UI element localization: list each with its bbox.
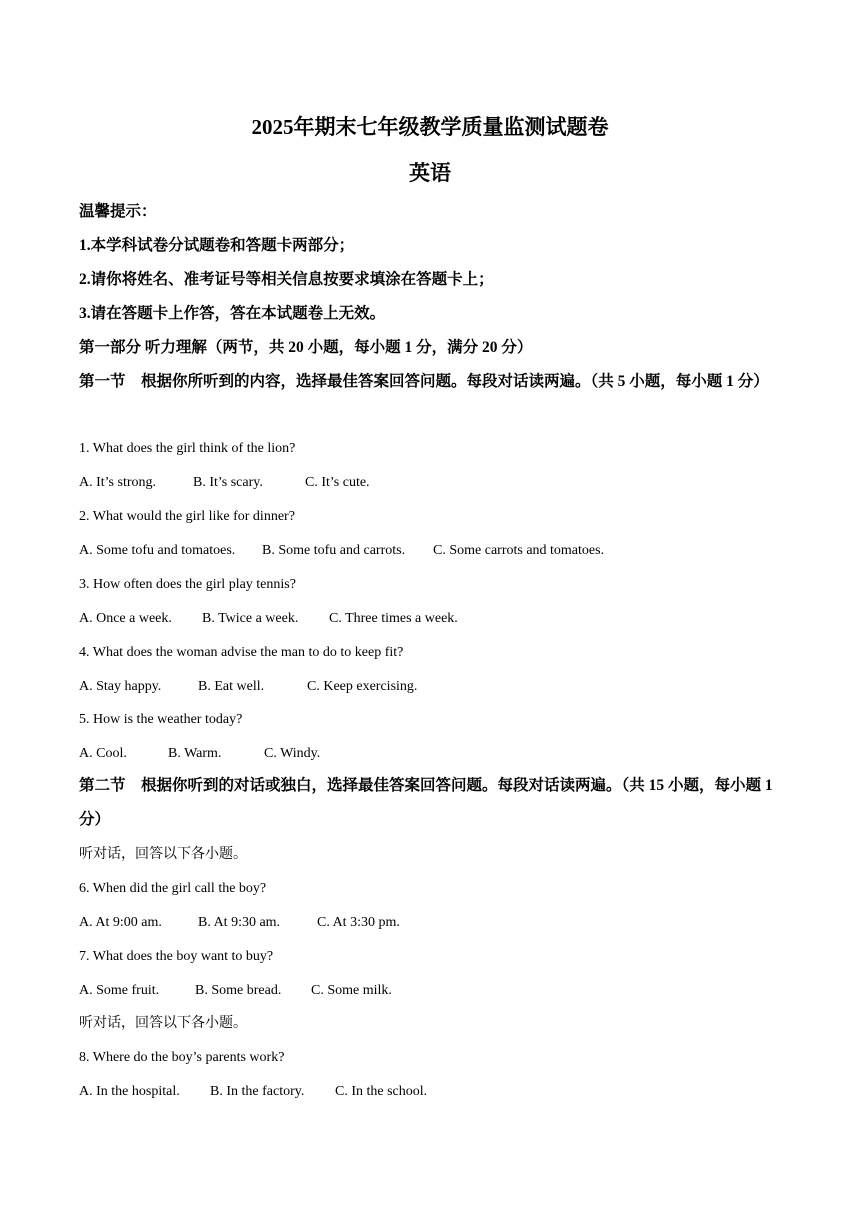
option-c: C. In the school. bbox=[335, 1084, 428, 1099]
question-text: 8. Where do the boy’s parents work? bbox=[79, 1050, 285, 1065]
question-options bbox=[79, 1082, 789, 1102]
section1-heading: 第一节 根据你所听到的内容，选择最佳答案回答问题。每段对话读两遍。（共 5 小题，每小题 1 分） bbox=[79, 373, 769, 390]
part1-heading: 第一部分 听力理解（两节，共 20 小题，每小题 1 分，满分 20 分） bbox=[79, 339, 533, 356]
section2-heading: 第二节 根据你听到的对话或独白，选择最佳答案回答问题。每段对话读两遍。（共 15 小题，每小题 1 分） bbox=[79, 777, 773, 828]
question-options bbox=[79, 541, 789, 561]
exam-title: 2025年期末七年级教学质量监测试题卷 bbox=[251, 115, 609, 139]
question-options bbox=[79, 609, 789, 629]
option-b: B. It’s scary. bbox=[193, 475, 263, 490]
option-b: B. Warm. bbox=[168, 746, 222, 761]
option-c: C. It’s cute. bbox=[305, 475, 370, 490]
question-text: 7. What does the boy want to buy? bbox=[79, 949, 274, 964]
option-c: C. Windy. bbox=[264, 746, 321, 761]
option-b: B. In the factory. bbox=[210, 1084, 305, 1099]
tip-item: 3.请在答题卡上作答，答在本试题卷上无效。 bbox=[79, 305, 386, 322]
question-text: 1. What does the girl think of the lion? bbox=[79, 441, 296, 456]
tips-heading: 温馨提示： bbox=[79, 203, 157, 220]
question-options bbox=[79, 744, 789, 764]
question-options bbox=[79, 981, 789, 1001]
listening-instruction: 听对话，回答以下各小题。 bbox=[79, 847, 247, 862]
question-options bbox=[79, 473, 789, 493]
option-b: B. Some bread. bbox=[195, 983, 282, 998]
option-a: A. Some fruit. bbox=[79, 983, 160, 998]
tip-item: 1.本学科试卷分试题卷和答题卡两部分； bbox=[79, 237, 355, 254]
subject-title: 英语 bbox=[409, 161, 451, 185]
option-a: A. Some tofu and tomatoes. bbox=[79, 543, 236, 558]
option-b: B. At 9:30 am. bbox=[198, 915, 281, 930]
option-a: A. Once a week. bbox=[79, 611, 172, 626]
option-b: B. Some tofu and carrots. bbox=[262, 543, 406, 558]
question-text: 6. When did the girl call the boy? bbox=[79, 881, 267, 896]
question-text: 2. What would the girl like for dinner? bbox=[79, 509, 295, 524]
question-text: 5. How is the weather today? bbox=[79, 712, 243, 727]
option-a: A. It’s strong. bbox=[79, 475, 156, 490]
option-a: A. Cool. bbox=[79, 746, 127, 761]
question-text: 4. What does the woman advise the man to do to keep fit? bbox=[79, 645, 404, 660]
option-c: C. Keep exercising. bbox=[307, 679, 418, 694]
option-c: C. At 3:30 pm. bbox=[317, 915, 400, 930]
option-a: A. In the hospital. bbox=[79, 1084, 180, 1099]
option-a: A. Stay happy. bbox=[79, 679, 162, 694]
listening-instruction: 听对话，回答以下各小题。 bbox=[79, 1016, 247, 1031]
option-b: B. Twice a week. bbox=[202, 611, 299, 626]
option-c: C. Some milk. bbox=[311, 983, 392, 998]
option-a: A. At 9:00 am. bbox=[79, 915, 162, 930]
option-b: B. Eat well. bbox=[198, 679, 265, 694]
question-options bbox=[79, 913, 789, 933]
question-options bbox=[79, 677, 789, 697]
option-c: C. Three times a week. bbox=[329, 611, 458, 626]
question-text: 3. How often does the girl play tennis? bbox=[79, 577, 296, 592]
tip-item: 2.请你将姓名、准考证号等相关信息按要求填涂在答题卡上； bbox=[79, 271, 494, 288]
option-c: C. Some carrots and tomatoes. bbox=[433, 543, 605, 558]
